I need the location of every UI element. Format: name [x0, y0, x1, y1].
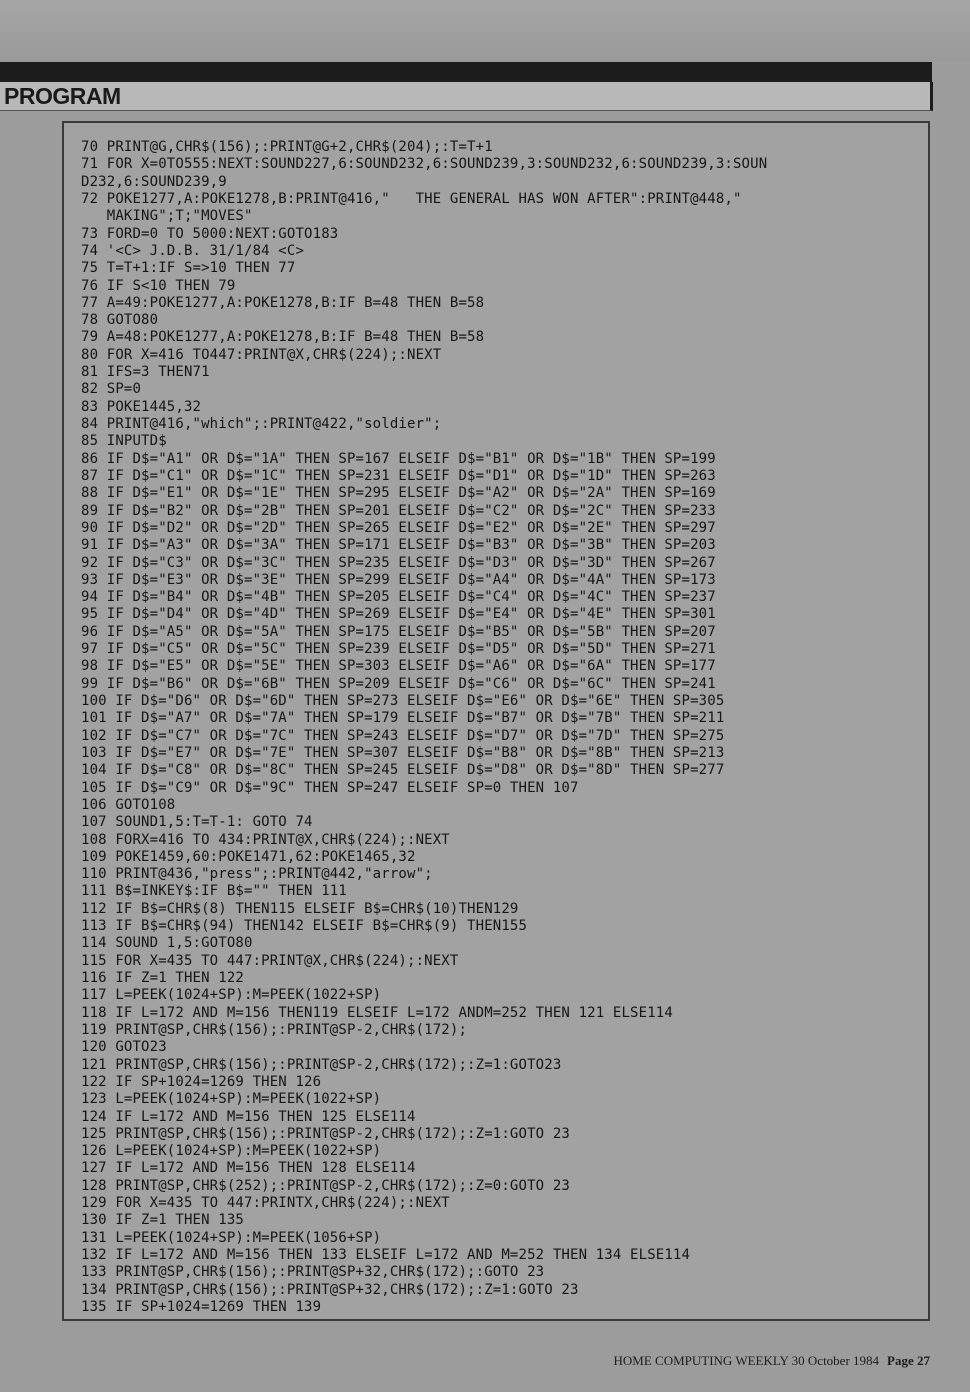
publication-line: HOME COMPUTING WEEKLY 30 October 1984 — [613, 1353, 880, 1368]
code-line: 106 GOTO108 — [81, 796, 176, 813]
page-footer — [614, 1353, 931, 1369]
code-line: 95 IF D$="D4" OR D$="4D" THEN SP=269 ELSEIF D$="E4" OR D$="4E" THEN SP=301 — [81, 606, 716, 623]
code-line: 104 IF D$="C8" OR D$="8C" THEN SP=245 ELSEIF D$="D8" OR D$="8D" THEN SP=277 — [81, 762, 725, 779]
program-listing — [81, 139, 927, 1316]
page-number: Page 27 — [887, 1353, 930, 1368]
code-line: 85 INPUTD$ — [81, 433, 167, 450]
program-listing-box — [62, 121, 930, 1321]
code-line: 105 IF D$="C9" OR D$="9C" THEN SP=247 ELSEIF SP=0 THEN 107 — [81, 779, 579, 796]
code-line: 79 A=48:POKE1277,A:POKE1278,B:IF B=48 THEN B=58 — [81, 329, 485, 346]
code-line: 84 PRINT@416,"which";:PRINT@422,"soldier"; — [81, 416, 442, 432]
code-line: 128 PRINT@SP,CHR$(252);:PRINT@SP-2,CHR$(172);:Z=0:GOTO 23 — [81, 1177, 570, 1194]
code-line: 123 L=PEEK(1024+SP):M=PEEK(1022+SP) — [81, 1091, 382, 1108]
code-line: 109 POKE1459,60:POKE1471,62:POKE1465,32 — [81, 848, 416, 865]
code-line: 90 IF D$="D2" OR D$="2D" THEN SP=265 ELSEIF D$="E2" OR D$="2E" THEN SP=297 — [81, 519, 716, 536]
code-line: 83 POKE1445,32 — [81, 398, 202, 415]
code-line: 92 IF D$="C3" OR D$="3C" THEN SP=235 ELSEIF D$="D3" OR D$="3D" THEN SP=267 — [81, 554, 716, 571]
code-line: 102 IF D$="C7" OR D$="7C" THEN SP=243 ELSEIF D$="D7" OR D$="7D" THEN SP=275 — [81, 727, 725, 744]
code-line: 131 L=PEEK(1024+SP):M=PEEK(1056+SP) — [81, 1229, 382, 1246]
code-line: 112 IF B$=CHR$(8) THEN115 ELSEIF B$=CHR$(10)THEN129 — [81, 900, 519, 917]
page-top-margin — [0, 0, 970, 62]
code-line: 130 IF Z=1 THEN 135 — [81, 1212, 244, 1229]
code-line: 91 IF D$="A3" OR D$="3A" THEN SP=171 ELSEIF D$="B3" OR D$="3B" THEN SP=203 — [81, 537, 716, 554]
code-line: 134 PRINT@SP,CHR$(156);:PRINT@SP+32,CHR$(172);:Z=1:GOTO 23 — [81, 1281, 579, 1298]
code-line: 86 IF D$="A1" OR D$="1A" THEN SP=167 ELSEIF D$="B1" OR D$="1B" THEN SP=199 — [81, 450, 716, 467]
code-line: 78 GOTO80 — [81, 312, 159, 329]
code-line: 118 IF L=172 AND M=156 THEN119 ELSEIF L=172 ANDM=252 THEN 121 ELSE114 — [81, 1004, 673, 1021]
code-line: 132 IF L=172 AND M=156 THEN 133 ELSEIF L=172 AND M=252 THEN 134 ELSE114 — [81, 1247, 691, 1263]
code-line: 121 PRINT@SP,CHR$(156);:PRINT@SP-2,CHR$(172);:Z=1:GOTO23 — [81, 1056, 562, 1073]
code-line: 129 FOR X=435 TO 447:PRINTX,CHR$(224);:NEXT — [81, 1195, 450, 1212]
code-line: 72 POKE1277,A:POKE1278,B:PRINT@416," THE GENERAL HAS WON AFTER":PRINT@448," — [81, 190, 742, 207]
code-line: 71 FOR X=0TO555:NEXT:SOUND227,6:SOUND232,6:SOUND239,3:SOUND232,6:SOUND239,3:SOUN — [81, 156, 768, 173]
code-line: 99 IF D$="B6" OR D$="6B" THEN SP=209 ELSEIF D$="C6" OR D$="6C" THEN SP=241 — [81, 675, 716, 692]
code-line: 81 IFS=3 THEN71 — [81, 364, 210, 381]
code-line: 93 IF D$="E3" OR D$="3E" THEN SP=299 ELSEIF D$="A4" OR D$="4A" THEN SP=173 — [81, 571, 716, 588]
code-line: 77 A=49:POKE1277,A:POKE1278,B:IF B=48 THEN B=58 — [81, 294, 485, 311]
code-line: 101 IF D$="A7" OR D$="7A" THEN SP=179 ELSEIF D$="B7" OR D$="7B" THEN SP=211 — [81, 710, 725, 727]
code-line: 74 '<C> J.D.B. 31/1/84 <C> — [81, 242, 305, 259]
code-line: MAKING";T;"MOVES" — [81, 208, 253, 225]
code-line: 73 FORD=0 TO 5000:NEXT:GOTO183 — [81, 225, 339, 242]
code-line: 125 PRINT@SP,CHR$(156);:PRINT@SP-2,CHR$(172);:Z=1:GOTO 23 — [81, 1125, 570, 1142]
code-line: 94 IF D$="B4" OR D$="4B" THEN SP=205 ELSEIF D$="C4" OR D$="4C" THEN SP=237 — [81, 589, 716, 606]
code-line: 70 PRINT@G,CHR$(156);:PRINT@G+2,CHR$(204);:T=T+1 — [81, 139, 493, 155]
code-line: 96 IF D$="A5" OR D$="5A" THEN SP=175 ELSEIF D$="B5" OR D$="5B" THEN SP=207 — [81, 623, 716, 640]
code-line: 110 PRINT@436,"press";:PRINT@442,"arrow"; — [81, 866, 433, 883]
code-line: 117 L=PEEK(1024+SP):M=PEEK(1022+SP) — [81, 987, 382, 1004]
code-line: 124 IF L=172 AND M=156 THEN 125 ELSE114 — [81, 1108, 416, 1125]
code-line: 127 IF L=172 AND M=156 THEN 128 ELSE114 — [81, 1160, 416, 1177]
code-line: 100 IF D$="D6" OR D$="6D" THEN SP=273 ELSEIF D$="E6" OR D$="6E" THEN SP=305 — [81, 693, 725, 709]
code-line: 122 IF SP+1024=1269 THEN 126 — [81, 1073, 322, 1090]
section-title: PROGRAM — [4, 83, 121, 109]
code-line: 107 SOUND1,5:T=T-1: GOTO 74 — [81, 814, 313, 831]
code-line: 103 IF D$="E7" OR D$="7E" THEN SP=307 ELSEIF D$="B8" OR D$="8B" THEN SP=213 — [81, 744, 725, 761]
code-line: 114 SOUND 1,5:GOTO80 — [81, 935, 253, 952]
code-line: 76 IF S<10 THEN 79 — [81, 277, 236, 294]
code-line: 135 IF SP+1024=1269 THEN 139 — [81, 1298, 322, 1315]
code-line: 133 PRINT@SP,CHR$(156);:PRINT@SP+32,CHR$(172);:GOTO 23 — [81, 1264, 545, 1281]
code-line: 82 SP=0 — [81, 381, 142, 398]
header-rule — [0, 62, 932, 82]
code-line: 89 IF D$="B2" OR D$="2B" THEN SP=201 ELSEIF D$="C2" OR D$="2C" THEN SP=233 — [81, 502, 716, 519]
code-line: 98 IF D$="E5" OR D$="5E" THEN SP=303 ELSEIF D$="A6" OR D$="6A" THEN SP=177 — [81, 658, 716, 675]
code-line: 111 B$=INKEY$:IF B$="" THEN 111 — [81, 883, 347, 900]
code-line: D232,6:SOUND239,9 — [81, 173, 227, 190]
code-line: 75 T=T+1:IF S=>10 THEN 77 — [81, 260, 296, 277]
code-line: 97 IF D$="C5" OR D$="5C" THEN SP=239 ELSEIF D$="D5" OR D$="5D" THEN SP=271 — [81, 641, 716, 658]
code-line: 116 IF Z=1 THEN 122 — [81, 970, 244, 986]
header-strip — [0, 82, 933, 111]
code-line: 80 FOR X=416 TO447:PRINT@X,CHR$(224);:NEXT — [81, 346, 442, 363]
code-line: 113 IF B$=CHR$(94) THEN142 ELSEIF B$=CHR$(9) THEN155 — [81, 918, 528, 935]
code-line: 88 IF D$="E1" OR D$="1E" THEN SP=295 ELSEIF D$="A2" OR D$="2A" THEN SP=169 — [81, 485, 716, 502]
code-line: 120 GOTO23 — [81, 1039, 167, 1056]
code-line: 108 FORX=416 TO 434:PRINT@X,CHR$(224);:NEXT — [81, 831, 450, 848]
code-line: 126 L=PEEK(1024+SP):M=PEEK(1022+SP) — [81, 1143, 382, 1160]
code-line: 115 FOR X=435 TO 447:PRINT@X,CHR$(224);:NEXT — [81, 952, 459, 969]
code-line: 119 PRINT@SP,CHR$(156);:PRINT@SP-2,CHR$(172); — [81, 1021, 468, 1038]
code-line: 87 IF D$="C1" OR D$="1C" THEN SP=231 ELSEIF D$="D1" OR D$="1D" THEN SP=263 — [81, 467, 716, 484]
